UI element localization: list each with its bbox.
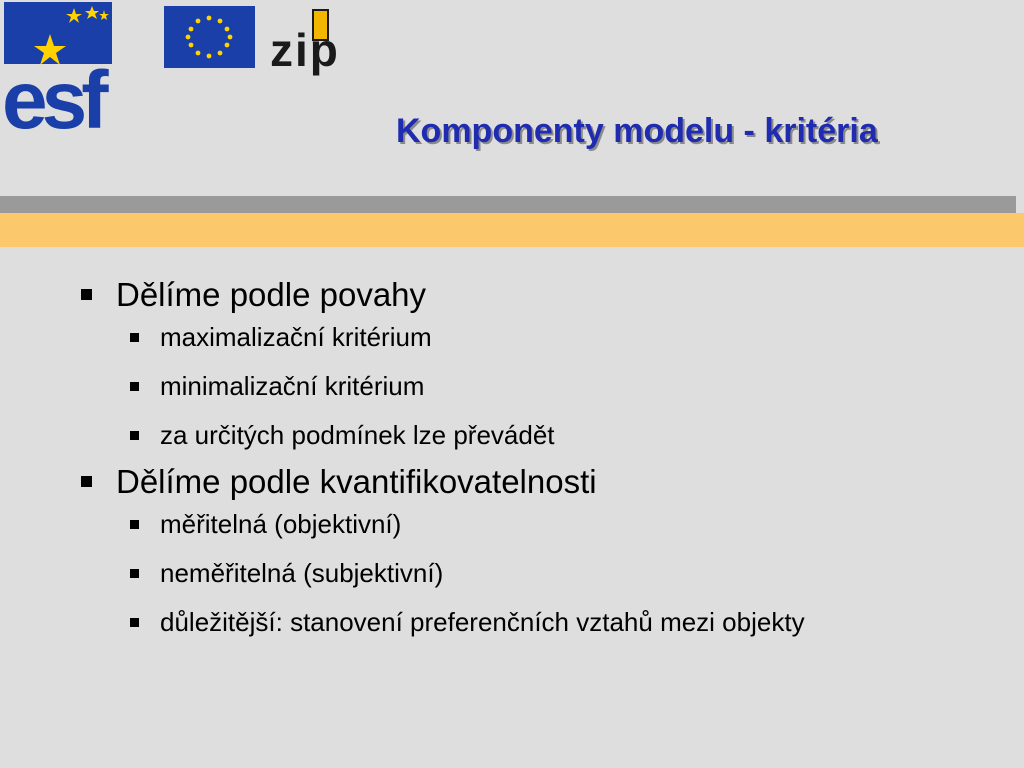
header-divider-yellow bbox=[0, 213, 1024, 247]
sub-list-item bbox=[116, 419, 958, 451]
sub-list-item bbox=[116, 557, 958, 589]
logos-graphic bbox=[0, 0, 380, 135]
list-item-text: Dělíme podle kvantifikovatelnosti bbox=[116, 463, 597, 500]
sub-list-item-text: za určitých podmínek lze převádět bbox=[160, 420, 555, 450]
square-bullet-icon bbox=[130, 333, 139, 342]
sub-list-item bbox=[116, 606, 958, 638]
sub-list-item bbox=[116, 321, 958, 353]
bullet-list bbox=[78, 272, 958, 646]
zip-logo bbox=[270, 10, 340, 76]
sub-list-item bbox=[116, 370, 958, 402]
square-bullet-icon bbox=[81, 289, 92, 300]
list-item bbox=[78, 272, 958, 451]
esf-logo bbox=[2, 2, 112, 135]
sub-list-item-text: důležitější: stanovení preferenčních vztahů mezi objekty bbox=[160, 607, 805, 637]
logo-strip bbox=[0, 0, 380, 135]
list-item bbox=[78, 459, 958, 638]
sub-list-item-text: neměřitelná (subjektivní) bbox=[160, 558, 444, 588]
list-item-text: Dělíme podle povahy bbox=[116, 276, 427, 313]
esf-logo-text: esf bbox=[2, 55, 103, 135]
slide-title: Komponenty modelu - kritéria bbox=[396, 112, 878, 150]
sub-list-item-text: maximalizační kritérium bbox=[160, 322, 432, 352]
eu-flag-icon bbox=[164, 6, 255, 68]
square-bullet-icon bbox=[130, 618, 139, 627]
header-divider-gray bbox=[0, 196, 1016, 213]
square-bullet-icon bbox=[81, 476, 92, 487]
square-bullet-icon bbox=[130, 520, 139, 529]
square-bullet-icon bbox=[130, 431, 139, 440]
sub-list bbox=[116, 321, 958, 451]
sub-list-item-text: minimalizační kritérium bbox=[160, 371, 425, 401]
square-bullet-icon bbox=[130, 382, 139, 391]
sub-list bbox=[116, 508, 958, 638]
sub-list-item-text: měřitelná (objektivní) bbox=[160, 509, 402, 539]
square-bullet-icon bbox=[130, 569, 139, 578]
sub-list-item bbox=[116, 508, 958, 540]
zip-logo-text: zip bbox=[270, 24, 340, 76]
